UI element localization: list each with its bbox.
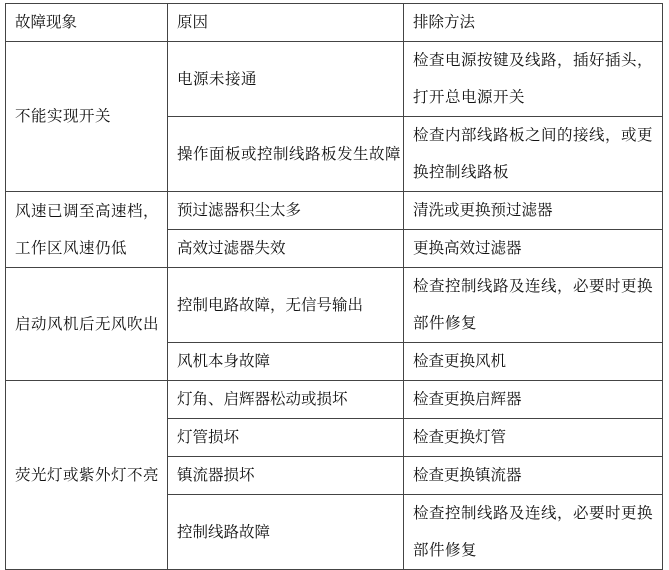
table-row [6,268,663,343]
header-symptom: 故障现象 [6,4,168,42]
symptom-cell: 启动风机后无风吹出 [6,268,168,381]
cause-cell: 镇流器损坏 [168,457,404,495]
header-cause: 原因 [168,4,404,42]
fix-cell: 检查控制线路及连线，必要时更换部件修复 [404,268,663,343]
cause-cell: 预过滤器积尘太多 [168,192,404,230]
troubleshooting-table [5,3,663,570]
table-row [6,42,663,117]
fix-cell: 清洗或更换预过滤器 [404,192,663,230]
fix-cell: 更换高效过滤器 [404,230,663,268]
fix-cell: 检查更换风机 [404,343,663,381]
fix-cell: 检查更换启辉器 [404,381,663,419]
cause-cell: 控制电路故障，无信号输出 [168,268,404,343]
cause-cell: 控制线路故障 [168,495,404,570]
fix-cell: 检查内部线路板之间的接线，或更换控制线路板 [404,117,663,192]
header-fix: 排除方法 [404,4,663,42]
cause-cell: 操作面板或控制线路板发生故障 [168,117,404,192]
symptom-cell: 荧光灯或紫外灯不亮 [6,381,168,570]
fix-cell: 检查电源按键及线路，插好插头，打开总电源开关 [404,42,663,117]
fix-cell: 检查控制线路及连线，必要时更换部件修复 [404,495,663,570]
fix-cell: 检查更换镇流器 [404,457,663,495]
fix-cell: 检查更换灯管 [404,419,663,457]
cause-cell: 高效过滤器失效 [168,230,404,268]
symptom-cell: 不能实现开关 [6,42,168,192]
symptom-cell: 风速已调至高速档，工作区风速仍低 [6,192,168,268]
cause-cell: 电源未接通 [168,42,404,117]
table-header-row [6,4,663,42]
cause-cell: 灯管损坏 [168,419,404,457]
cause-cell: 灯角、启辉器松动或损坏 [168,381,404,419]
table-row [6,381,663,419]
table-row [6,192,663,230]
cause-cell: 风机本身故障 [168,343,404,381]
